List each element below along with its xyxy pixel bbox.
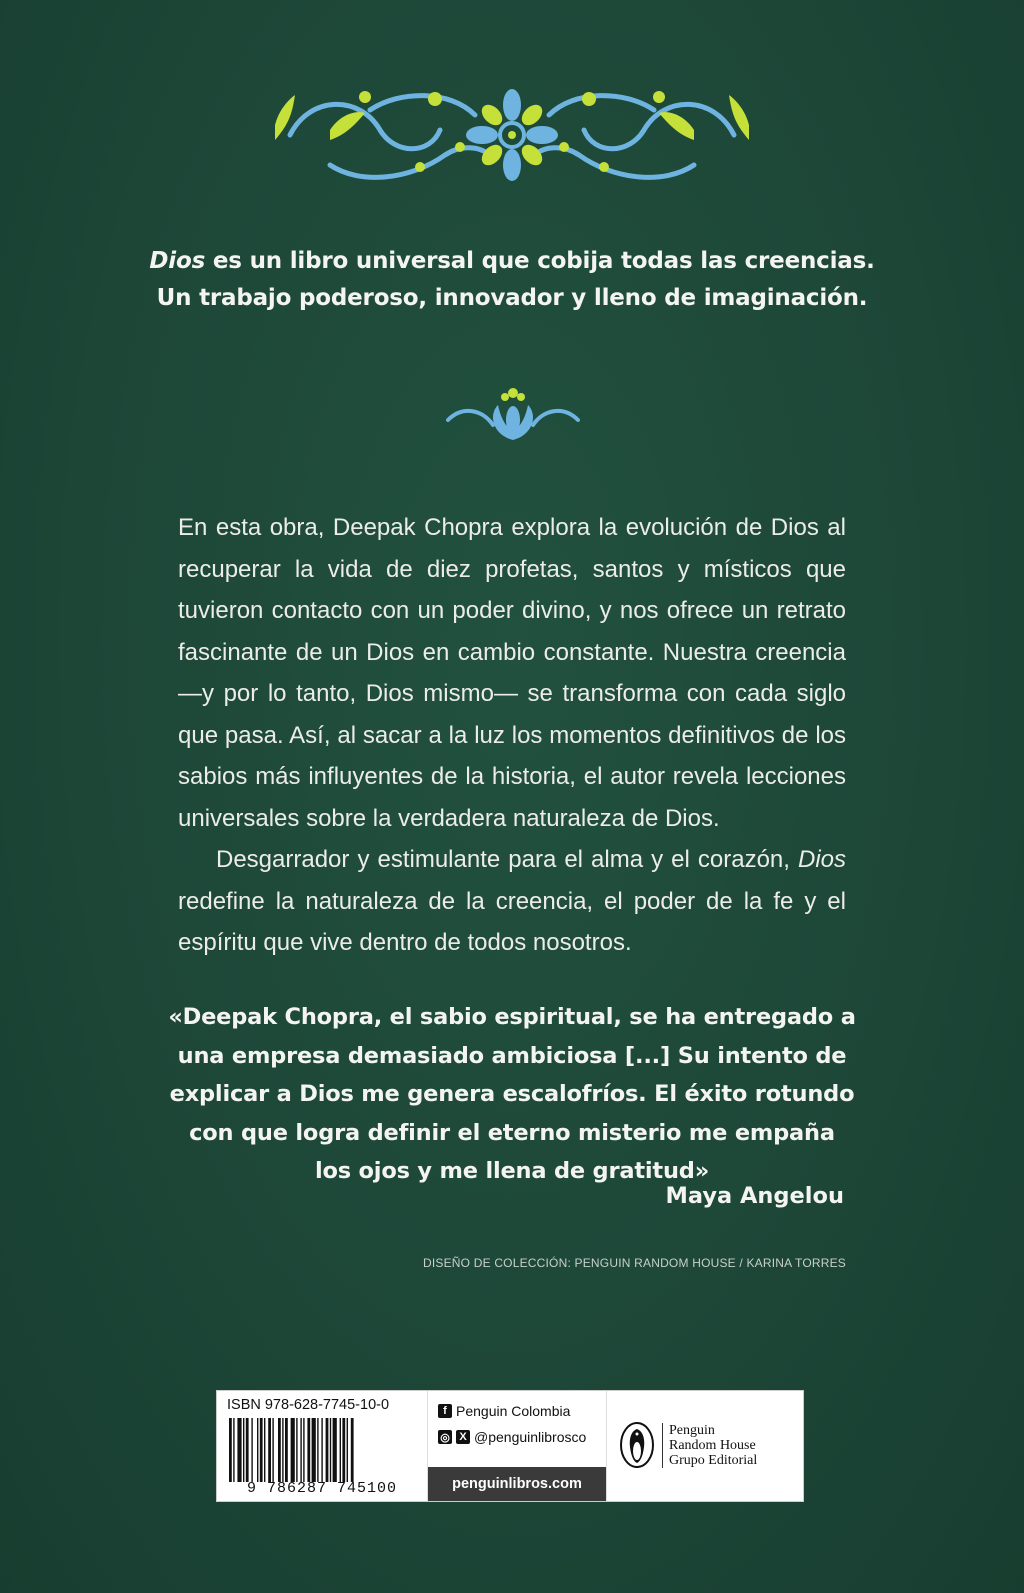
barcode (229, 1418, 415, 1482)
barcode-bar (282, 1418, 283, 1482)
barcode-bar (264, 1418, 265, 1482)
barcode-bar (291, 1418, 295, 1482)
barcode-bar (243, 1418, 244, 1482)
barcode-bar (278, 1418, 281, 1482)
book-title: Dios (797, 846, 846, 873)
floral-ornament-top (270, 85, 754, 190)
barcode-bar (285, 1418, 288, 1482)
barcode-bar (330, 1418, 331, 1482)
barcode-bar (251, 1418, 252, 1482)
publisher-name: Penguin Random House Grupo Editorial (662, 1423, 757, 1468)
barcode-bar (342, 1418, 345, 1482)
description-paragraph-1: En esta obra, Deepak Chopra explora la evolución de Dios al recuperar la vida de diez profetas, santos y místicos que tuvieron contacto con un poder divino, y nos ofrece un retrato fascinante de un Dios en cambio constante. Nuestra creencia —y por lo tanto, Dios mismo— se transforma con cada siglo que pasa. Así, al sacar a la luz los momentos definitivos de los sabios más influyentes de la historia, el autor revela lecciones universales sobre la verdadera naturaleza de Dios. (178, 514, 846, 832)
barcode-bar (307, 1418, 310, 1482)
barcode-section (217, 1391, 428, 1501)
barcode-bar (340, 1418, 341, 1482)
tagline-line1: es un libro universal que cobija todas las creencias. (205, 248, 875, 274)
barcode-bar (347, 1418, 348, 1482)
facebook-icon: f (438, 1404, 452, 1418)
design-credit: DISEÑO DE COLECCIÓN: PENGUIN RANDOM HOUSE / KARINA TORRES (422, 1256, 846, 1270)
barcode-bar (303, 1418, 304, 1482)
instagram-icon: ◎ (438, 1430, 452, 1444)
website-link[interactable]: penguinlibros.com (428, 1467, 606, 1501)
barcode-bar (317, 1418, 318, 1482)
penguin-icon (619, 1421, 655, 1469)
barcode-bar (312, 1418, 316, 1482)
barcode-bar (300, 1418, 301, 1482)
barcode-bar (233, 1418, 234, 1482)
tagline (80, 243, 944, 317)
barcode-bar (237, 1418, 241, 1482)
isbn-label: ISBN 978-628-7745-10-0 (227, 1397, 390, 1413)
barcode-bar (229, 1418, 232, 1482)
description (178, 507, 846, 964)
barcode-bar (321, 1418, 322, 1482)
social-section (428, 1391, 606, 1501)
barcode-bar (257, 1418, 258, 1482)
tagline-title: Dios (149, 248, 206, 274)
blurb-author: Maya Angelou (665, 1183, 844, 1209)
publisher-logo (606, 1391, 804, 1501)
facebook-row[interactable]: f Penguin Colombia (438, 1403, 570, 1419)
barcode-digits: 9 786287 745100 (246, 1480, 398, 1497)
barcode-bar (260, 1418, 263, 1482)
description-paragraph-2: Desgarrador y estimulante para el alma y el corazón, Dios redefine la naturaleza de la creencia, el poder de la fe y el espíritu que vive dentro de todos nosotros. (178, 846, 846, 956)
blurb-quote: «Deepak Chopra, el sabio espiritual, se ha entregado a una empresa demasiado ambiciosa [...] Su intento de explicar a Dios me genera escalofríos. El éxito rotundo con que logra definir el eterno misterio me empaña los ojos y me llena de gratitud» (168, 1004, 856, 1184)
barcode-bar (351, 1418, 354, 1482)
floral-ornament-middle (443, 385, 583, 445)
barcode-bar (326, 1418, 329, 1482)
barcode-bar (296, 1418, 297, 1482)
tagline-line2: Un trabajo poderoso, innovador y lleno de imaginación. (156, 285, 868, 311)
barcode-bar (272, 1418, 273, 1482)
x-icon: X (456, 1430, 470, 1444)
social-handle-row[interactable]: ◎ X @penguinlibrosco (438, 1429, 586, 1445)
barcode-bar (246, 1418, 249, 1482)
barcode-bar (333, 1418, 337, 1482)
barcode-panel (216, 1390, 804, 1502)
barcode-bar (268, 1418, 271, 1482)
